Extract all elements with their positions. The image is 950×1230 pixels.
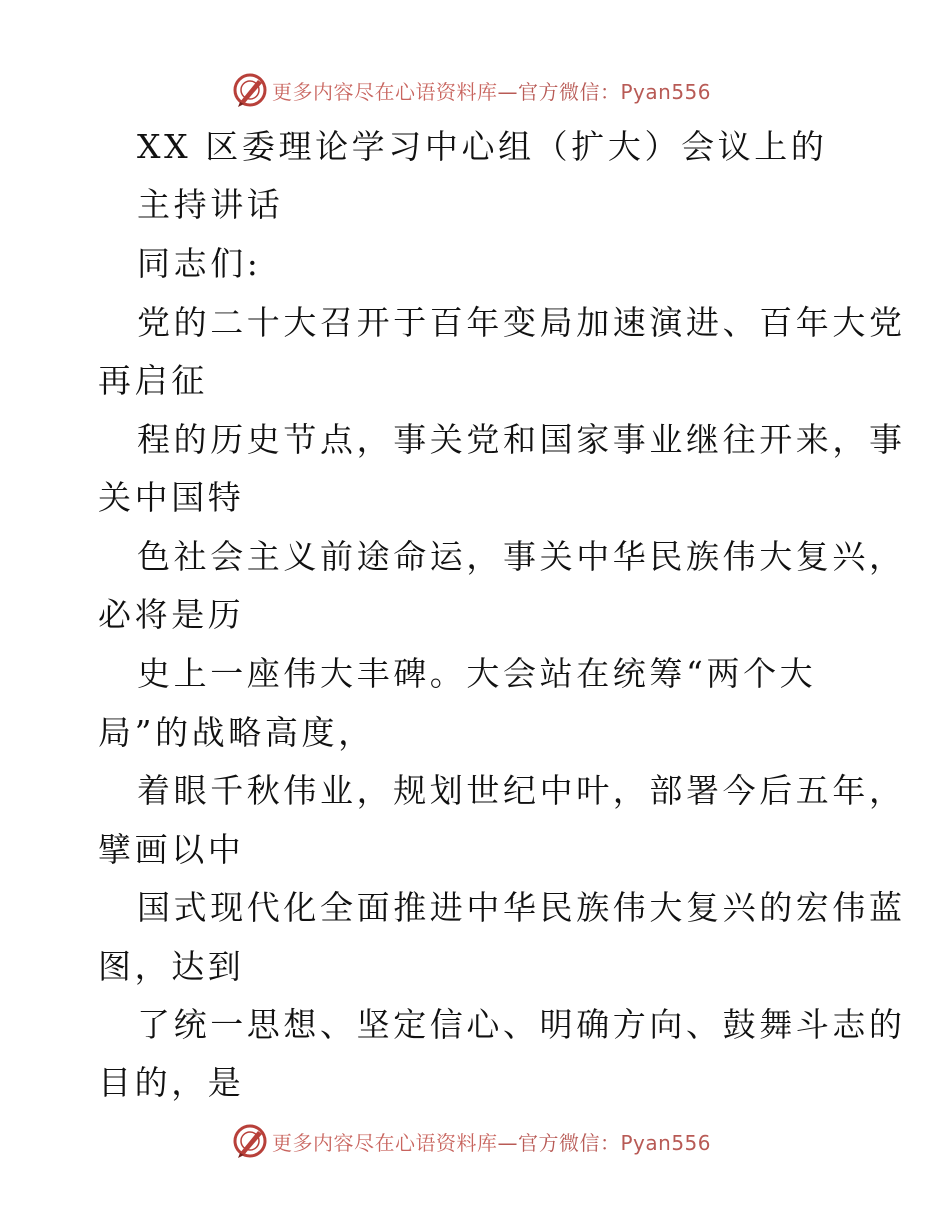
body-line: 党的二十大召开于百年变局加速演进、百年大党	[137, 303, 906, 342]
body-line: 史上一座伟大丰碑。大会站在统筹“两个大	[137, 654, 817, 693]
body-line: 必将是历	[98, 595, 245, 634]
watermark-text	[272, 1127, 711, 1156]
body-line: 目的，是	[98, 1063, 245, 1102]
document-title-line-1: XX 区委理论学习中心组（扩大）会议上的	[137, 127, 828, 166]
watermark-wechat-text: —官方微信：Pyan556	[497, 1130, 712, 1155]
watermark-wechat-text: —官方微信：Pyan556	[497, 79, 712, 104]
salutation: 同志们:	[137, 244, 262, 283]
watermark-brand-text: 更多内容尽在心语资料库	[272, 1130, 498, 1155]
watermark-brand-text: 更多内容尽在心语资料库	[272, 79, 498, 104]
footer-watermark-banner	[232, 1121, 711, 1161]
pen-logo-icon	[232, 1123, 268, 1159]
header-watermark-banner	[232, 70, 711, 110]
document-title-line-2: 主持讲话	[137, 185, 284, 224]
body-line: 再启征	[98, 361, 208, 400]
body-line: 擘画以中	[98, 830, 245, 869]
body-line: 关中国特	[98, 478, 245, 517]
body-line: 程的历史节点，事关党和国家事业继往开来，事	[137, 420, 906, 459]
body-line: 国式现代化全面推进中华民族伟大复兴的宏伟蓝	[137, 888, 906, 927]
body-line: 了统一思想、坚定信心、明确方向、鼓舞斗志的	[137, 1005, 906, 1044]
pen-logo-icon	[232, 72, 268, 108]
watermark-text	[272, 76, 711, 105]
body-line: 着眼千秋伟业，规划世纪中叶，部署今后五年，	[137, 771, 906, 810]
body-line: 图，达到	[98, 947, 245, 986]
body-line: 色社会主义前途命运，事关中华民族伟大复兴，	[137, 537, 906, 576]
body-line: 局”的战略高度，	[98, 713, 375, 752]
